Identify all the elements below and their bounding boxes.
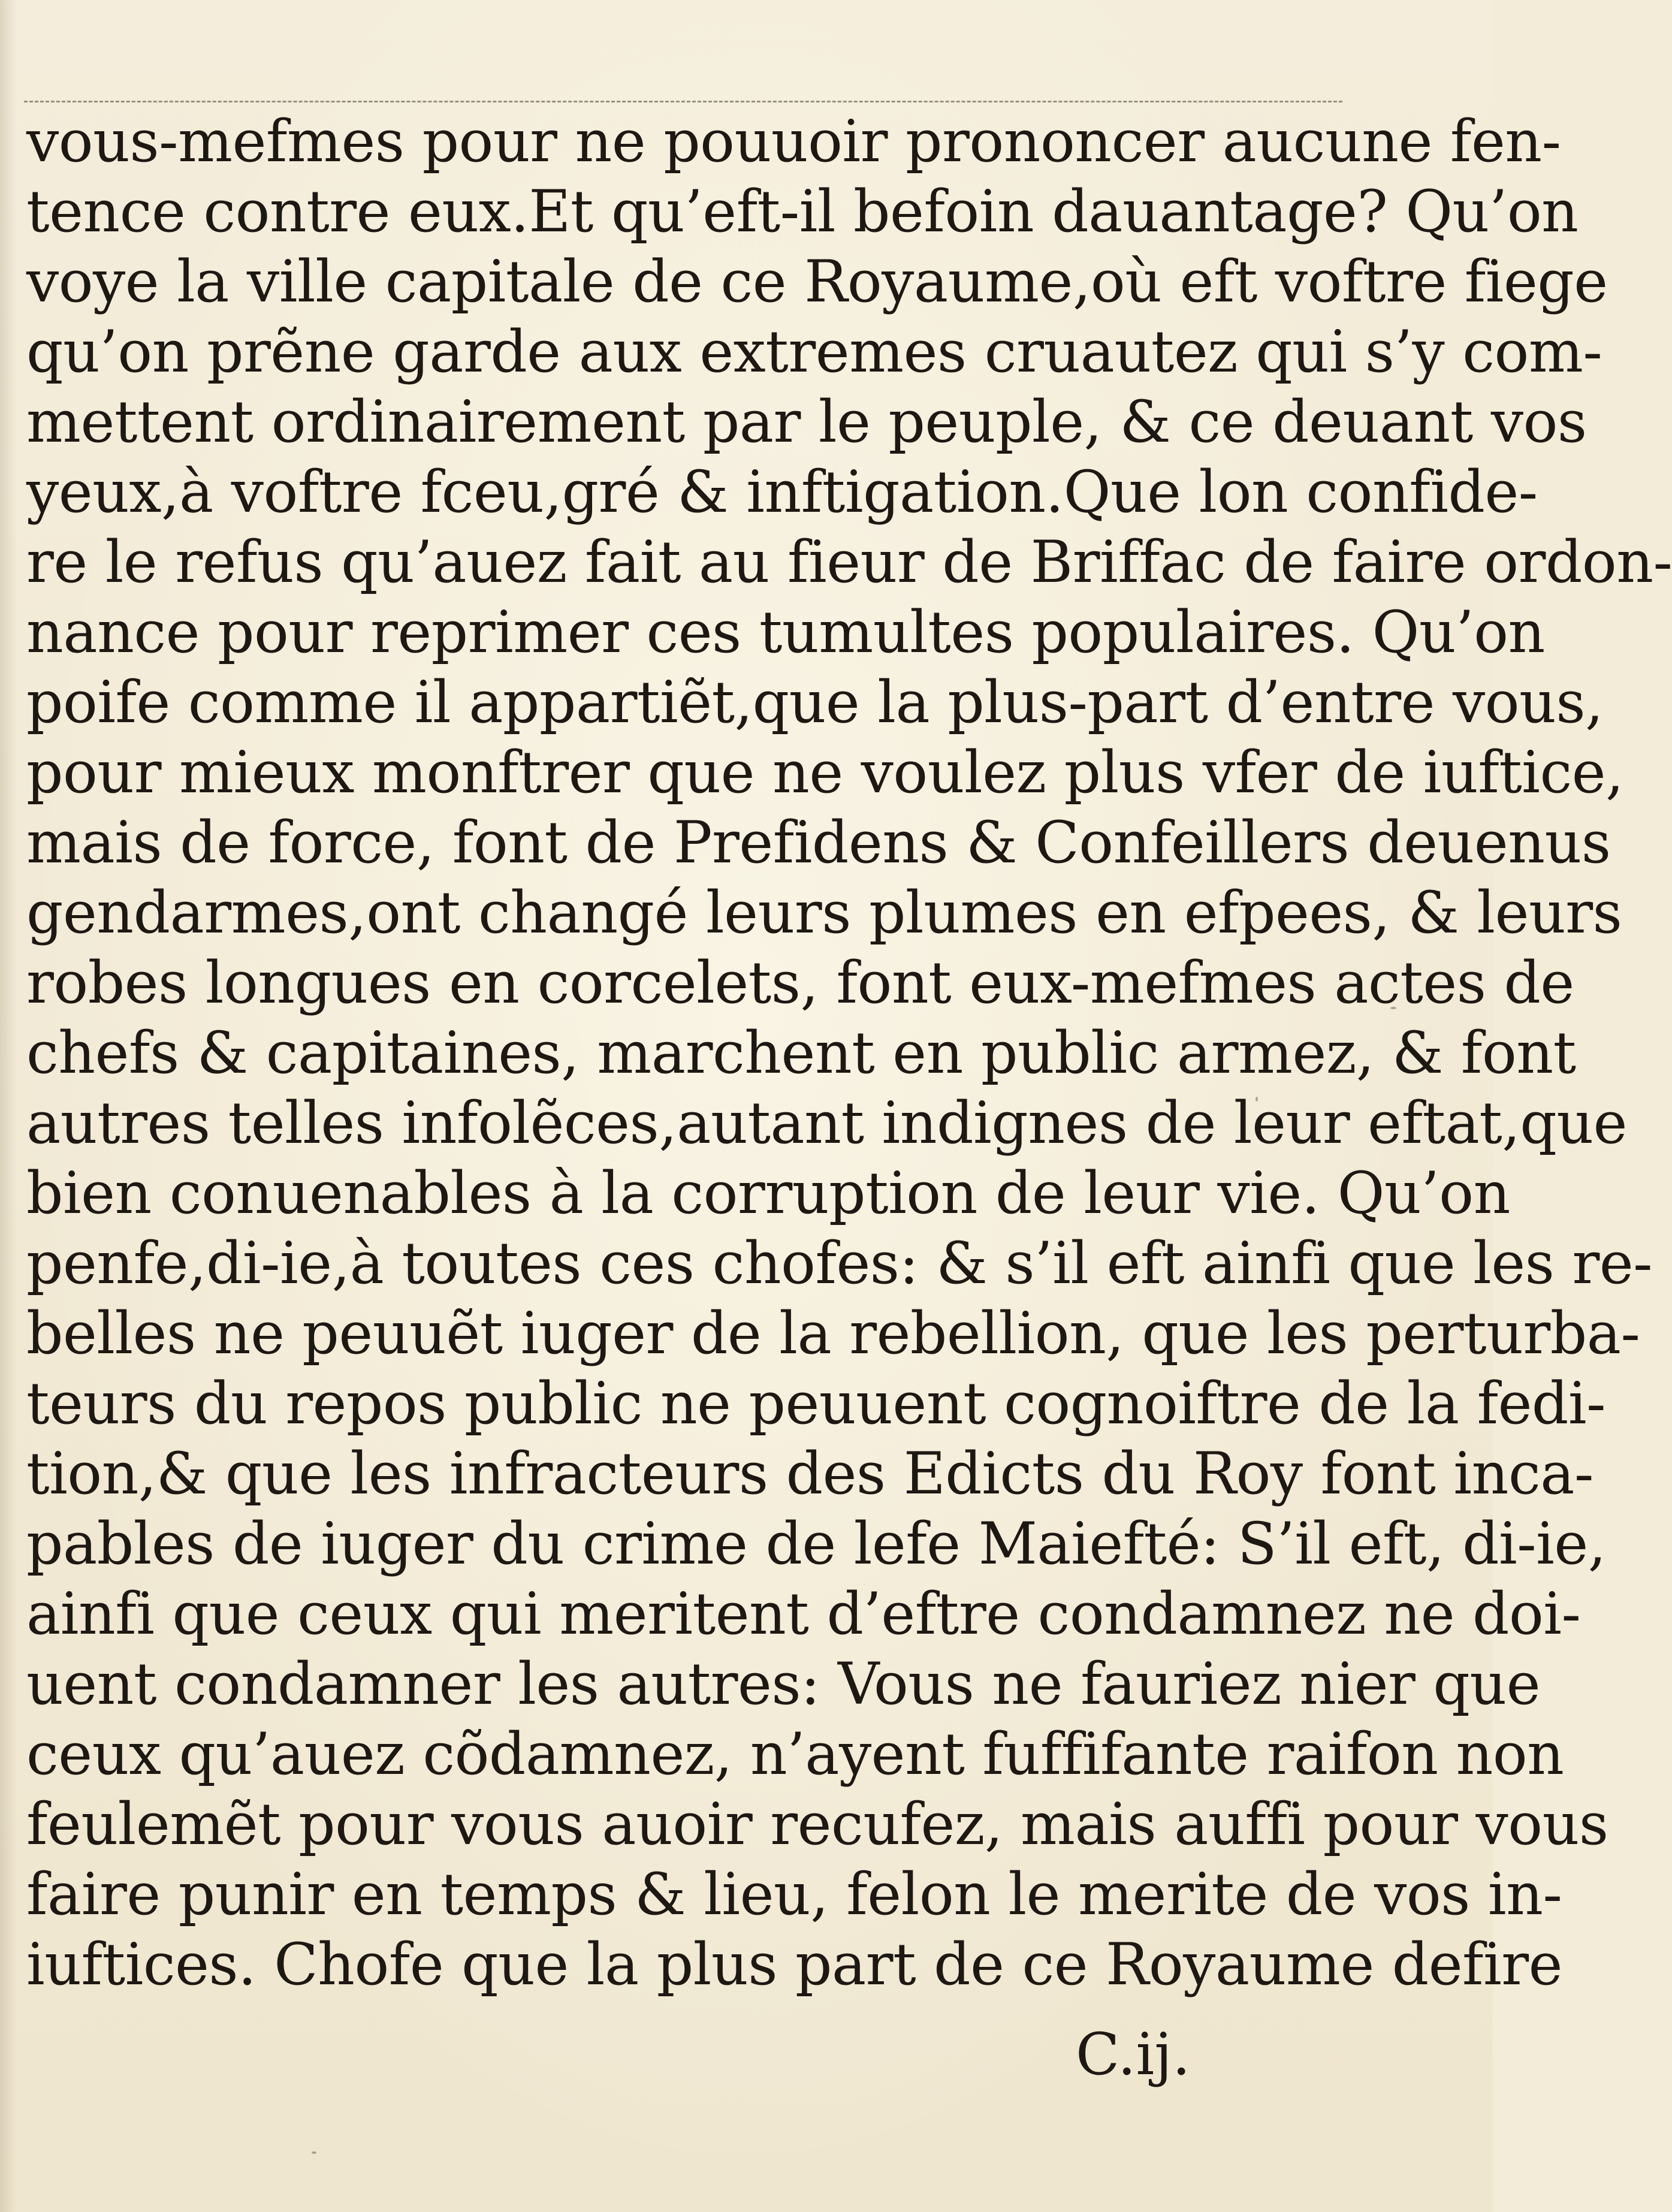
text-line: vous-mefmes pour ne pouuoir prononcer aucune fen- [26, 108, 1561, 175]
text-line: tence contre eux.Et qu’eft-il befoin dauantage? Qu’on [26, 178, 1579, 245]
text-line: yeux,à voftre fceu,gré & inftigation.Que lon confide- [26, 458, 1538, 526]
text-line: re le refus qu’auez fait au fieur de Briffac de faire ordon- [26, 529, 1672, 596]
ink-speck [1390, 1007, 1396, 1009]
text-line: voye la ville capitale de ce Royaume,où eft voftre fiege [26, 248, 1608, 315]
text-line: bien conuenables à la corruption de leur vie. Qu’on [26, 1160, 1510, 1227]
text-line: qu’on prẽne garde aux extremes cruautez qui s’y com- [26, 318, 1602, 385]
text-line: poife comme il appartiẽt,que la plus-part d’entre vous, [26, 669, 1604, 736]
text-line: pour mieux monftrer que ne voulez plus vfer de iuftice, [26, 739, 1624, 806]
text-line: mais de force, font de Prefidens & Confeillers deuenus [26, 809, 1611, 876]
body-text [26, 107, 1672, 2000]
text-line: penfe,di-ie,à toutes ces chofes: & s’il eft ainfi que les re- [26, 1230, 1653, 1297]
text-line: chefs & capitaines, marchent en public armez, & font [26, 1019, 1576, 1087]
text-line: robes longues en corcelets, font eux-mefmes actes de [26, 949, 1574, 1016]
text-line: ainfi que ceux qui meritent d’eftre condamnez ne doi- [26, 1580, 1581, 1647]
text-line: gendarmes,ont changé leurs plumes en efpees, & leurs [26, 879, 1622, 946]
text-line: teurs du repos public ne peuuent cognoiftre de la fedi- [26, 1370, 1605, 1437]
text-line: nance pour reprimer ces tumultes populaires. Qu’on [26, 599, 1545, 666]
page-gutter-shadow [0, 0, 17, 2212]
text-line: iuftices. Chofe que la plus part de ce Royaume defire [26, 1931, 1562, 1998]
top-rule [24, 101, 1342, 102]
text-line: mettent ordinairement par le peuple, & ce deuant vos [26, 388, 1587, 455]
ink-speck [312, 2151, 316, 2154]
ink-speck [1255, 1097, 1258, 1102]
text-line: tion,& que les infracteurs des Edicts du Roy font inca- [26, 1440, 1593, 1507]
text-line: belles ne peuuẽt iuger de la rebellion, que les perturba- [26, 1300, 1640, 1367]
text-line: ceux qu’auez cõdamnez, n’ayent fuffifante raifon non [26, 1721, 1564, 1788]
text-line: pables de iuger du crime de lefe Maiefté: S’il eft, di-ie, [26, 1510, 1606, 1577]
text-line: faire punir en temps & lieu, felon le merite de vos in- [26, 1861, 1562, 1928]
text-line: feulemẽt pour vous auoir recufez, mais auffi pour vous [26, 1791, 1608, 1858]
text-line: autres telles infolẽces,autant indignes de leur eftat,que [26, 1090, 1627, 1157]
signature-mark: C.ij. [1076, 2021, 1191, 2088]
text-line: uent condamner les autres: Vous ne fauriez nier que [26, 1650, 1540, 1718]
